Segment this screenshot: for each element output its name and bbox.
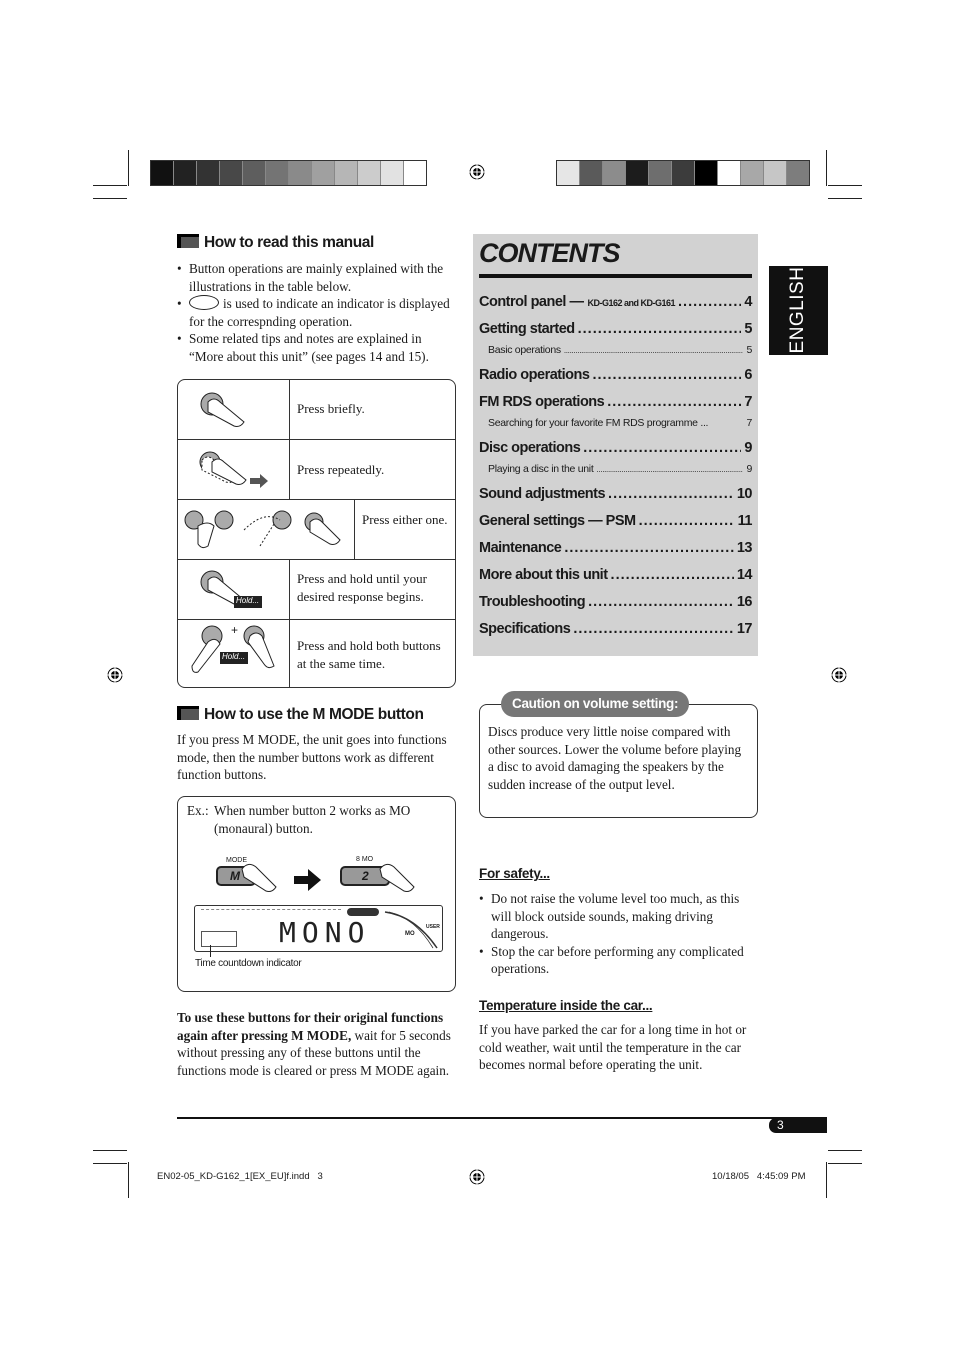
crop-mark bbox=[828, 1163, 862, 1164]
finger-either-icon bbox=[178, 500, 354, 560]
toc-subitem[interactable] bbox=[488, 344, 752, 356]
restore-bold: To use these buttons for their original functions again after pressing M MODE, bbox=[177, 1010, 444, 1043]
list-item: • Do not raise the volume level too much, as this will block outside sounds, making driving dangerous. bbox=[479, 890, 759, 943]
registration-mark-icon bbox=[469, 1169, 485, 1185]
m-key-label: M bbox=[230, 869, 240, 883]
contents-panel bbox=[473, 234, 758, 656]
color-swatch bbox=[335, 161, 358, 185]
list-item: • Stop the car before performing any complicated operations. bbox=[479, 943, 759, 978]
toc-label: Maintenance bbox=[479, 540, 562, 556]
color-bar-right bbox=[556, 160, 810, 186]
toc-page: 10 bbox=[736, 486, 752, 502]
legend-illustration bbox=[178, 440, 290, 500]
toc-item[interactable] bbox=[479, 367, 752, 383]
read-manual-title: How to read this manual bbox=[204, 234, 374, 251]
caution-box bbox=[479, 704, 758, 818]
color-swatch bbox=[197, 161, 220, 185]
legend-row bbox=[178, 439, 455, 500]
toc-label: Radio operations bbox=[479, 367, 590, 383]
toc-page: 4 bbox=[744, 294, 752, 310]
mmode-body: If you press M MODE, the unit goes into functions mode, then the number buttons work as different function buttons. bbox=[177, 732, 447, 782]
toc-page: 5 bbox=[746, 344, 752, 356]
color-swatch bbox=[358, 161, 381, 185]
slug-timestamp: 10/18/05 4:45:09 PM bbox=[712, 1171, 806, 1182]
crop-mark bbox=[826, 150, 827, 186]
registration-mark-icon bbox=[831, 667, 847, 683]
color-swatch bbox=[695, 161, 718, 185]
example-text: When number button 2 works as MO (monaural) button. bbox=[214, 803, 411, 836]
safety-title: For safety... bbox=[479, 866, 550, 881]
read-manual-heading bbox=[177, 234, 374, 252]
language-tab-label: ENGLISH bbox=[787, 266, 808, 354]
crop-mark bbox=[93, 185, 127, 186]
list-item bbox=[177, 295, 457, 330]
toc-item[interactable] bbox=[479, 513, 752, 529]
crop-mark bbox=[128, 150, 129, 186]
display-badge bbox=[347, 908, 379, 916]
time-countdown-indicator bbox=[201, 931, 237, 947]
crop-mark bbox=[93, 1150, 127, 1151]
hold-tag: Hold... bbox=[236, 596, 260, 605]
toc-item[interactable] bbox=[479, 440, 752, 456]
registration-mark-icon bbox=[107, 667, 123, 683]
key2-label: 8 MO bbox=[356, 856, 374, 863]
color-swatch bbox=[672, 161, 695, 185]
toc-label: General settings — PSM bbox=[479, 513, 636, 529]
toc-label: More about this unit bbox=[479, 567, 608, 583]
slug-file-name: EN02-05_KD-G162_1[EX_EU]f.indd 3 bbox=[157, 1171, 323, 1182]
arrow-right-icon bbox=[294, 869, 322, 891]
plus-sign: + bbox=[231, 623, 239, 637]
toc-label: Playing a disc in the unit bbox=[488, 463, 594, 475]
temperature-body: If you have parked the car for a long time in hot or cold weather, wait until the temperature in the car becomes normal before operating the unit. bbox=[479, 1022, 747, 1072]
toc-item[interactable] bbox=[479, 294, 752, 310]
page-number-tab bbox=[769, 1118, 827, 1133]
toc-label: Getting started bbox=[479, 321, 575, 337]
caution-title: Caution on volume setting: bbox=[501, 691, 689, 717]
display-mo: MO bbox=[405, 931, 415, 937]
list-item: • Some related tips and notes are explained in “More about this unit” (see pages 14 and 15). bbox=[177, 330, 457, 365]
toc-item[interactable] bbox=[479, 621, 752, 637]
toc-page: 14 bbox=[736, 567, 752, 583]
toc-item[interactable] bbox=[479, 594, 752, 610]
color-swatch bbox=[580, 161, 603, 185]
lcd-display bbox=[194, 905, 443, 952]
finger-press-icon bbox=[376, 859, 426, 895]
legend-illustration bbox=[178, 380, 290, 439]
toc-page: 6 bbox=[744, 367, 752, 383]
toc-page: 7 bbox=[744, 394, 752, 410]
toc-item[interactable] bbox=[479, 540, 752, 556]
caution-body: Discs produce very little noise compared with other sources. Lower the volume before playing a disc to avoid damaging the speakers by the sudden increase of the output level. bbox=[488, 724, 742, 792]
color-swatch bbox=[220, 161, 243, 185]
display-arc-icon bbox=[383, 910, 439, 950]
crop-mark bbox=[128, 1162, 129, 1198]
color-swatch bbox=[266, 161, 289, 185]
toc-page: 9 bbox=[746, 463, 752, 475]
color-swatch bbox=[603, 161, 626, 185]
toc-subitem[interactable] bbox=[488, 463, 752, 475]
toc-item[interactable] bbox=[479, 321, 752, 337]
toc-page: 7 bbox=[746, 417, 752, 429]
color-swatch bbox=[741, 161, 764, 185]
color-swatch bbox=[764, 161, 787, 185]
toc-label: Basic operations bbox=[488, 344, 561, 356]
toc-item[interactable] bbox=[479, 486, 752, 502]
color-swatch bbox=[626, 161, 649, 185]
crop-mark bbox=[93, 1163, 127, 1164]
color-swatch bbox=[404, 161, 426, 185]
temperature-title: Temperature inside the car... bbox=[479, 998, 653, 1013]
legend-press-either: Press either one. bbox=[362, 512, 448, 527]
legend-press-hold-both: Press and hold both buttons at the same time. bbox=[297, 638, 441, 671]
button-legend-table bbox=[177, 379, 456, 688]
display-mono-text: MONO bbox=[279, 916, 371, 949]
toc-label: Specifications bbox=[479, 621, 571, 637]
countdown-label: Time countdown indicator bbox=[195, 958, 302, 969]
list-item: • Button operations are mainly explained with the illustrations in the table below. bbox=[177, 260, 457, 295]
mode-label: MODE bbox=[226, 857, 247, 864]
safety-list bbox=[479, 890, 759, 978]
color-swatch bbox=[312, 161, 335, 185]
hold-tag: Hold... bbox=[222, 652, 246, 661]
finger-hold-icon bbox=[178, 560, 289, 620]
toc-label: FM RDS operations bbox=[479, 394, 605, 410]
toc-sublabel: KD-G162 and KD-G161 bbox=[587, 298, 676, 308]
color-swatch bbox=[649, 161, 672, 185]
color-swatch bbox=[151, 161, 174, 185]
toc-label: Troubleshooting bbox=[479, 594, 586, 610]
legend-press-repeatedly: Press repeatedly. bbox=[297, 462, 385, 477]
example-prefix: Ex.: bbox=[187, 803, 209, 818]
toc-label: Disc operations bbox=[479, 440, 581, 456]
footer-rule bbox=[177, 1117, 827, 1119]
mmode-heading bbox=[177, 706, 424, 724]
toc-page: 13 bbox=[736, 540, 752, 556]
crop-mark bbox=[826, 1162, 827, 1198]
read-manual-list bbox=[177, 260, 457, 365]
restore-rest: wait for 5 seconds without pressing any of these buttons until the functions mode is cleared or press M MODE again. bbox=[177, 1027, 451, 1078]
toc-page: 16 bbox=[736, 594, 752, 610]
finger-press-icon bbox=[178, 380, 289, 439]
crop-mark bbox=[828, 1150, 862, 1151]
toc-label: Control panel — bbox=[479, 294, 584, 310]
display-segments bbox=[201, 909, 341, 910]
language-tab bbox=[769, 266, 828, 355]
color-swatch bbox=[243, 161, 266, 185]
crop-mark bbox=[828, 198, 862, 199]
indicator-oval-icon bbox=[189, 295, 219, 310]
legend-press-hold: Press and hold until your desired response begins. bbox=[297, 571, 427, 604]
section-icon bbox=[177, 234, 199, 248]
toc-page: 5 bbox=[744, 321, 752, 337]
finger-repeat-icon bbox=[178, 440, 289, 500]
color-swatch bbox=[718, 161, 741, 185]
mmode-title: How to use the M MODE button bbox=[204, 706, 424, 723]
contents-title: CONTENTS bbox=[479, 238, 620, 268]
crop-mark bbox=[828, 185, 862, 186]
legend-press-briefly: Press briefly. bbox=[297, 401, 365, 416]
color-bar-left bbox=[150, 160, 427, 186]
mmode-example-box bbox=[177, 796, 456, 992]
toc-subitem[interactable] bbox=[488, 417, 752, 429]
toc-label: Searching for your favorite FM RDS programme ... bbox=[488, 417, 709, 429]
toc-page: 11 bbox=[737, 513, 752, 529]
legend-illustration bbox=[178, 500, 355, 560]
indicator-pointer-line bbox=[210, 945, 211, 957]
toc-page: 9 bbox=[744, 440, 752, 456]
contents-rule bbox=[479, 274, 752, 278]
toc-page: 17 bbox=[736, 621, 752, 637]
toc-label: Sound adjustments bbox=[479, 486, 606, 502]
toc-item[interactable] bbox=[479, 394, 752, 410]
display-user: USER bbox=[426, 924, 440, 930]
color-swatch bbox=[557, 161, 580, 185]
color-swatch bbox=[289, 161, 312, 185]
toc-item[interactable] bbox=[479, 567, 752, 583]
section-icon bbox=[177, 706, 199, 720]
finger-press-icon bbox=[238, 859, 288, 895]
key2-text: 2 bbox=[362, 869, 369, 883]
color-swatch bbox=[174, 161, 197, 185]
bullet-text: is used to indicate an indicator is displayed for the correspnding operation. bbox=[189, 296, 450, 329]
legend-illustration bbox=[178, 560, 290, 620]
legend-illustration bbox=[178, 620, 290, 688]
legend-row bbox=[178, 619, 455, 688]
legend-row bbox=[178, 499, 455, 560]
color-swatch bbox=[787, 161, 809, 185]
color-swatch bbox=[381, 161, 404, 185]
legend-row bbox=[178, 559, 455, 620]
mmode-restore-note bbox=[177, 1009, 457, 1079]
registration-mark-icon bbox=[469, 164, 485, 180]
legend-row bbox=[178, 380, 455, 439]
page-number: 3 bbox=[777, 1118, 784, 1132]
crop-mark bbox=[93, 198, 127, 199]
